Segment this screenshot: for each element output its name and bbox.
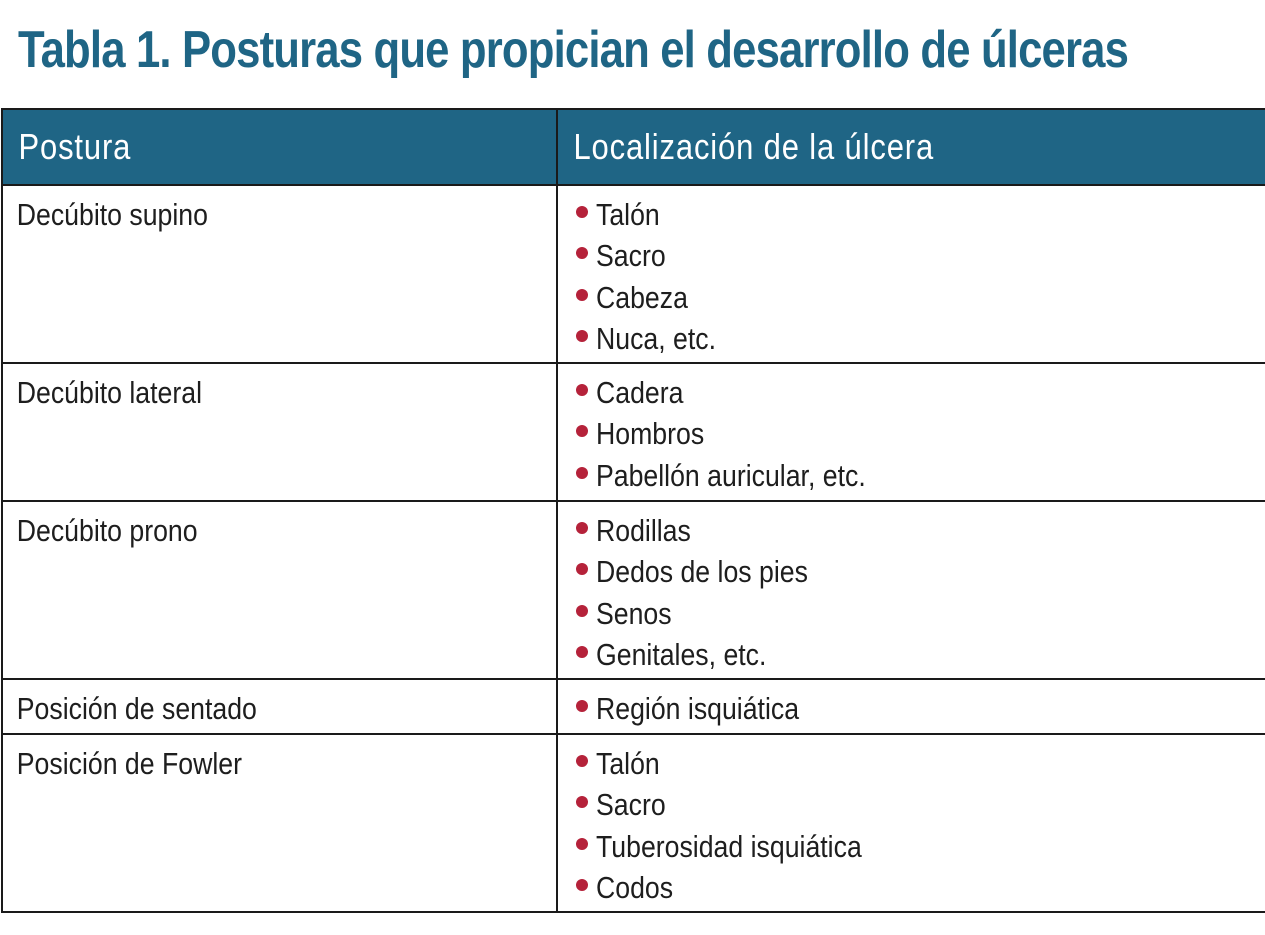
localizacion-cell: [557, 501, 1265, 679]
list-item: [576, 236, 1265, 278]
postura-label: Posición de Fowler: [16, 746, 242, 781]
list-item: [576, 277, 1265, 319]
header-postura: [2, 109, 557, 185]
list-item: [576, 414, 1265, 456]
list-item: [576, 319, 1265, 361]
localizacion-text: Sacro: [596, 238, 666, 274]
bullet-icon: [576, 425, 588, 437]
table-row: [2, 501, 1265, 679]
localizacion-text: Tuberosidad isquiática: [596, 828, 862, 864]
localizacion-text: Talón: [596, 196, 660, 232]
table-row: [2, 363, 1265, 501]
bullet-icon: [576, 605, 588, 617]
table-header-row: [2, 109, 1265, 185]
list-item: [576, 785, 1265, 827]
bullet-icon: [576, 700, 588, 712]
postura-label: Decúbito lateral: [16, 375, 203, 410]
postura-cell: [2, 363, 557, 501]
postura-cell: [2, 734, 557, 912]
list-item: [576, 593, 1265, 635]
list-item: [576, 826, 1265, 868]
bullet-icon: [576, 838, 588, 850]
localizacion-text: Pabellón auricular, etc.: [596, 457, 866, 493]
localizacion-cell: [557, 185, 1265, 363]
postura-cell: [2, 679, 557, 734]
localizacion-cell: [557, 363, 1265, 501]
header-postura-label: Postura: [18, 126, 132, 167]
localizacion-list: [558, 364, 1265, 497]
postura-label: Decúbito supino: [16, 197, 208, 232]
bullet-icon: [576, 206, 588, 218]
bullet-icon: [576, 646, 588, 658]
table-row: [2, 679, 1265, 734]
table-title: Tabla 1. Posturas que propician el desarrollo de úlceras: [18, 21, 1129, 79]
localizacion-text: Codos: [596, 870, 674, 906]
bullet-icon: [576, 796, 588, 808]
localizacion-text: Senos: [596, 595, 672, 631]
bullet-icon: [576, 467, 588, 479]
bullet-icon: [576, 247, 588, 259]
postura-cell: [2, 501, 557, 679]
localizacion-text: Rodillas: [596, 512, 691, 548]
list-item: [576, 194, 1265, 236]
bullet-icon: [576, 384, 588, 396]
list-item: [576, 372, 1265, 414]
bullet-icon: [576, 563, 588, 575]
list-item: [576, 552, 1265, 594]
list-item: [576, 510, 1265, 552]
list-item: [576, 455, 1265, 497]
list-item: [576, 868, 1265, 910]
localizacion-list: [558, 680, 1265, 730]
localizacion-text: Nuca, etc.: [596, 321, 717, 357]
localizacion-text: Cadera: [596, 374, 684, 410]
bullet-icon: [576, 289, 588, 301]
postura-cell: [2, 185, 557, 363]
list-item: [576, 688, 1265, 730]
header-localizacion-label: Localización de la úlcera: [573, 126, 935, 167]
bullet-icon: [576, 522, 588, 534]
bullet-icon: [576, 879, 588, 891]
localizacion-list: [558, 502, 1265, 676]
list-item: [576, 635, 1265, 677]
postura-label: Decúbito prono: [16, 513, 198, 548]
table-row: [2, 185, 1265, 363]
localizacion-list: [558, 735, 1265, 909]
localizacion-text: Talón: [596, 745, 660, 781]
localizacion-cell: [557, 734, 1265, 912]
bullet-icon: [576, 330, 588, 342]
localizacion-text: Región isquiática: [596, 690, 800, 726]
localizacion-text: Dedos de los pies: [596, 554, 808, 590]
localizacion-cell: [557, 679, 1265, 734]
localizacion-text: Genitales, etc.: [596, 637, 767, 673]
localizacion-text: Cabeza: [596, 279, 688, 315]
postura-label: Posición de sentado: [16, 691, 257, 726]
postures-table: [1, 108, 1265, 913]
bullet-icon: [576, 755, 588, 767]
list-item: [576, 743, 1265, 785]
localizacion-list: [558, 186, 1265, 360]
header-localizacion: [557, 109, 1265, 185]
localizacion-text: Hombros: [596, 416, 705, 452]
table-row: [2, 734, 1265, 912]
localizacion-text: Sacro: [596, 787, 666, 823]
